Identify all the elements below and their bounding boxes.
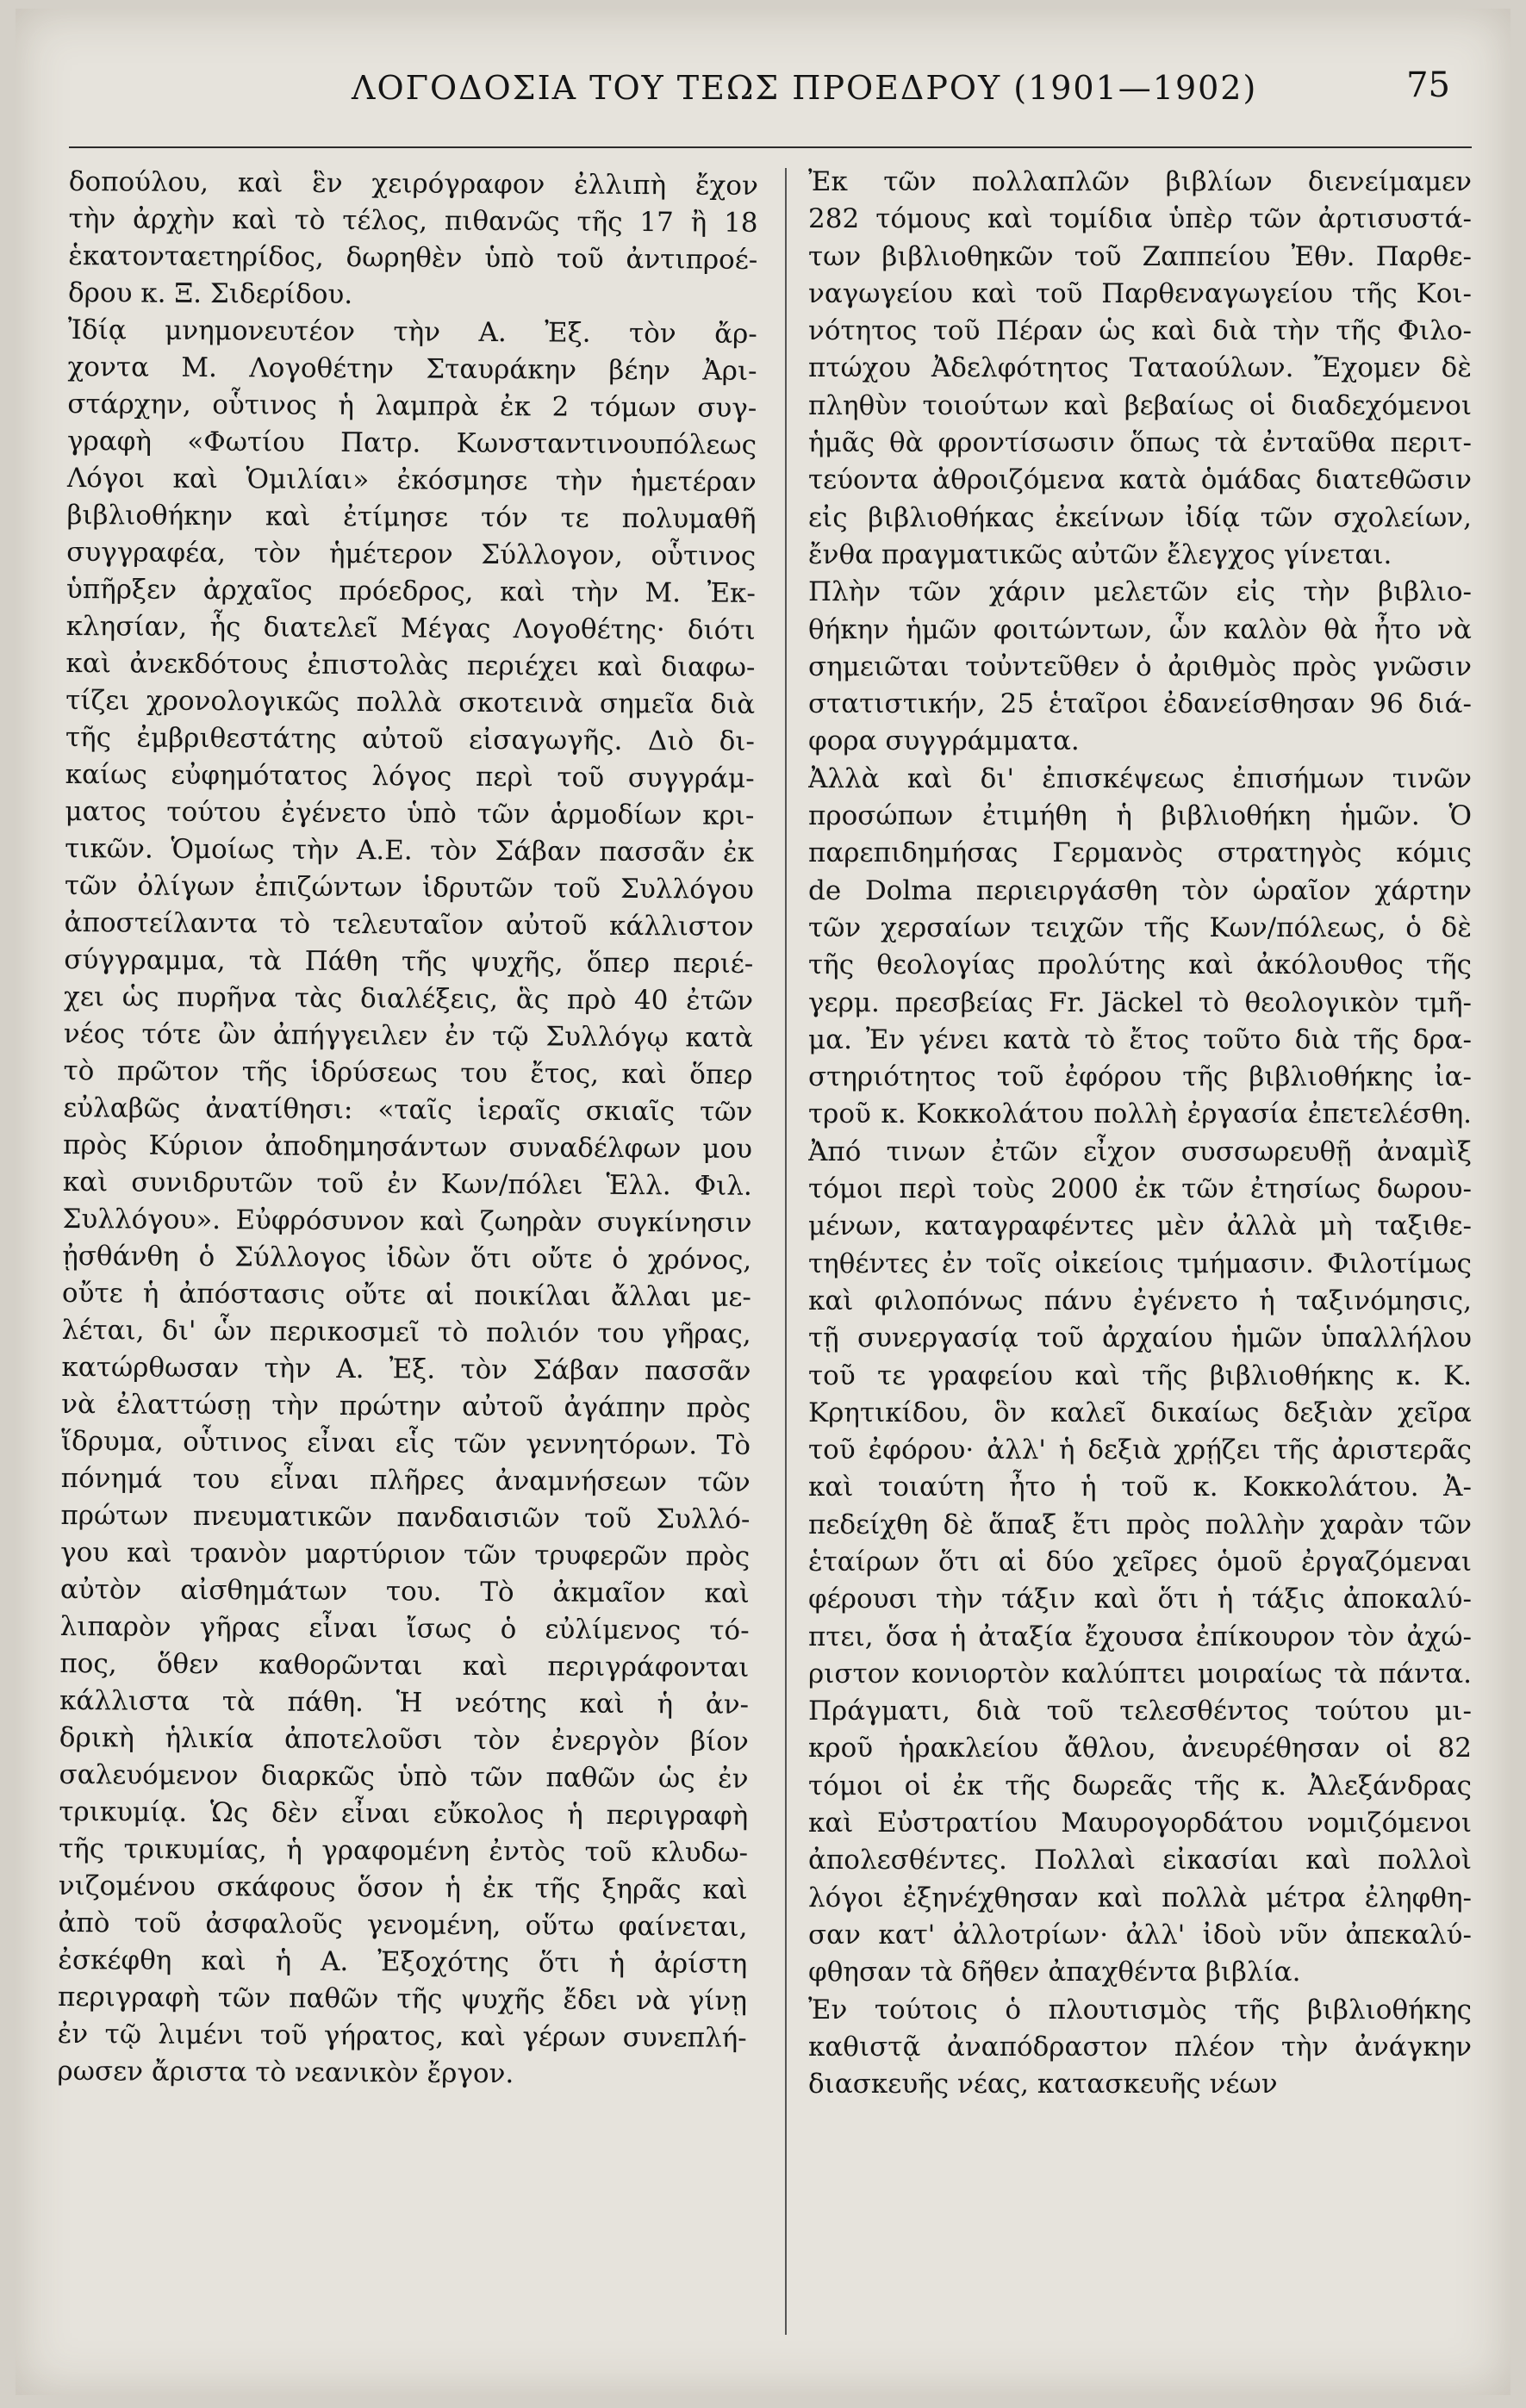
text-line: συγγραφέα, τὸν ἡμέτερον Σύλλογον, οὗτινος xyxy=(66,536,757,572)
text-line: τῆς ἐμβριθεστάτης αὐτοῦ εἰσαγωγῆς. Διὸ δι- xyxy=(65,721,756,757)
text-line: ἐν τῷ λιμένι τοῦ γήρατος, καὶ γέρων συνεπλή- xyxy=(57,2018,747,2054)
text-line: νιζομένου σκάφους ὅσον ἡ ἐκ τῆς ξηρᾶς καὶ xyxy=(58,1870,748,1906)
text-line: παρεπιδημήσας Γερμανὸς στρατηγὸς κόμις xyxy=(808,837,1472,869)
running-head xyxy=(67,65,1476,121)
text-line: τίζει χρονολογικῶς πολλὰ σκοτεινὰ σημεῖα διὰ xyxy=(65,684,756,720)
text-line: εὐλαβῶς ἀνατίθησι: «ταῖς ἱεραῖς σκιαῖς τῶν xyxy=(63,1092,753,1128)
text-line: Ἐκ τῶν πολλαπλῶν βιβλίων διενείμαμεν xyxy=(808,166,1472,197)
text-line: Συλλόγου». Εὐφρόσυνον καὶ ζωηρὰν συγκίνησιν xyxy=(62,1203,752,1239)
text-line: 282 τόμους καὶ τομίδια ὑπὲρ τῶν ἀρτισυστά- xyxy=(808,203,1472,235)
text-line: ἑκατονταετηρίδος, δωρηθὲν ὑπὸ τοῦ ἀντιπροέ- xyxy=(68,240,758,276)
text-line: τεύοντα ἀθροιζόμενα κατὰ ὁμάδας διατεθῶσιν xyxy=(808,464,1472,496)
text-line: κατώρθωσαν τὴν Α. Ἐξ. τὸν Σάβαν πασσᾶν xyxy=(61,1351,751,1387)
text-line: σαν κατ' ἀλλοτρίων· ἀλλ' ἰδοὺ νῦν ἀπεκαλύ- xyxy=(808,1919,1472,1951)
text-line: Πράγματι, διὰ τοῦ τελεσθέντος τούτου μι- xyxy=(808,1696,1472,1727)
text-line: ἐσκέφθη καὶ ἡ Α. Ἐξοχότης ὅτι ἡ ἀρίστη xyxy=(58,1944,748,1980)
text-line: ἔνθα πραγματικῶς αὐτῶν ἔλεγχος γίνεται. xyxy=(808,538,1392,570)
right-column xyxy=(808,164,1472,2335)
text-line: τῆς θεολογίας προλύτης καὶ ἀκόλουθος τῆς xyxy=(808,949,1472,981)
text-line: πόνημά του εἶναι πλῆρες ἀναμνήσεων τῶν xyxy=(60,1462,751,1498)
text-line: καὶ τοιαύτη ἦτο ἡ τοῦ κ. Κοκκολάτου. Ἀ- xyxy=(808,1472,1472,1503)
text-line: καίως εὐφημότατος λόγος περὶ τοῦ συγγράμ- xyxy=(65,758,755,794)
text-line: βιβλιοθήκην καὶ ἐτίμησε τόν τε πολυμαθῆ xyxy=(66,499,757,535)
text-line: χοντα Μ. Λογοθέτην Σταυράκην βέην Ἀρι- xyxy=(67,351,757,387)
text-line: ἀποστείλαντα τὸ τελευταῖον αὐτοῦ κάλλιστον xyxy=(64,906,754,943)
text-line: Κρητικίδου, ὃν καλεῖ δικαίως δεξιὰν χεῖρα xyxy=(808,1397,1472,1428)
book-page xyxy=(16,9,1510,2395)
text-line: σαλευόμενον διαρκῶς ὑπὸ τῶν παθῶν ὡς ἐν xyxy=(59,1758,749,1795)
column-divider xyxy=(785,168,787,2335)
text-line: ἑταίρων ὅτι αἱ δύο χεῖρες ὁμοῦ ἐργαζόμεναι xyxy=(808,1546,1472,1577)
text-line: πληθὺν τοιούτων καὶ βεβαίως οἱ διαδεχόμενοι xyxy=(808,389,1472,421)
text-line: σημειῶται τοὐντεῦθεν ὁ ἀριθμὸς πρὸς γνῶσιν xyxy=(808,650,1472,682)
text-line: πτει, ὅσα ἡ ἀταξία ἔχουσα ἐπίκουρον τὸν ἀχώ- xyxy=(808,1621,1472,1652)
text-line: λιπαρὸν γῆρας εἶναι ἴσως ὁ εὐλίμενος τό- xyxy=(59,1610,750,1646)
text-line: τηθέντες ἐν τοῖς οἰκείοις τμήμασιν. Φιλοτίμως xyxy=(808,1248,1472,1279)
text-line: πεδείχθη δὲ ἅπαξ ἔτι πρὸς πολλὴν χαρὰν τῶν xyxy=(808,1509,1472,1540)
text-line: λέται, δι' ὧν περικοσμεῖ τὸ πολιόν του γῆρας, xyxy=(61,1314,751,1350)
text-line: κροῦ ἡρακλείου ἄθλου, ἀνευρέθησαν οἱ 82 xyxy=(808,1733,1472,1764)
page-number: 75 xyxy=(1406,65,1450,105)
text-line: ματος τούτου ἐγένετο ὑπὸ τῶν ἁρμοδίων κρι- xyxy=(65,795,755,831)
text-line: στατιστικήν, 25 ἑταῖροι ἐδανείσθησαν 96 διά- xyxy=(808,688,1472,720)
text-line: τοῦ τε γραφείου καὶ τῆς βιβλιοθήκης κ. Κ. xyxy=(808,1360,1472,1391)
text-line: γραφὴ «Φωτίου Πατρ. Κωνσταντινουπόλεως xyxy=(66,425,757,461)
text-line: νότητος τοῦ Πέραν ὡς καὶ διὰ τὴν τῆς Φιλο- xyxy=(808,315,1472,347)
text-line: ἵδρυμα, οὗτινος εἶναι εἷς τῶν γεννητόρων. Τὸ xyxy=(60,1425,751,1461)
text-line: κλησίαν, ἧς διατελεῖ Μέγας Λογοθέτης· διότι xyxy=(65,610,756,646)
text-line: διασκευῆς νέας, κατασκευῆς νέων xyxy=(808,2069,1278,2100)
text-line: Λόγοι καὶ Ὁμιλίαι» ἐκόσμησε τὴν ἡμετέραν xyxy=(66,462,757,498)
text-line: στάρχην, οὗτινος ἡ λαμπρὰ ἐκ 2 τόμων συγ- xyxy=(67,388,757,424)
text-line: θήκην ἡμῶν φοιτώντων, ὧν καλὸν θὰ ἦτο νὰ xyxy=(808,613,1472,645)
header-rule xyxy=(69,146,1472,148)
text-line: τόμοι οἱ ἐκ τῆς δωρεᾶς τῆς κ. Ἀλεξάνδρας xyxy=(808,1770,1472,1801)
text-line: ἀπὸ τοῦ ἀσφαλοῦς γενομένη, οὕτω φαίνεται, xyxy=(58,1907,748,1943)
text-line: μα. Ἐν γένει κατὰ τὸ ἔτος τοῦτο διὰ τῆς δρα- xyxy=(808,1024,1472,1055)
text-line: ὑπῆρξεν ἀρχαῖος πρόεδρος, καὶ τὴν Μ. Ἐκ- xyxy=(65,573,757,609)
text-line: μένων, καταγραφέντες μὲν ἀλλὰ μὴ ταξιθε- xyxy=(808,1210,1472,1242)
text-line: πτώχου Ἀδελφότητος Ταταούλων. Ἔχομεν δὲ xyxy=(808,352,1472,384)
text-line: πρώτων πνευματικῶν πανδαισιῶν τοῦ Συλλό- xyxy=(60,1499,751,1535)
text-line: δρικὴ ἡλικία ἀποτελοῦσι τὸν ἐνεργὸν βίον xyxy=(59,1721,749,1758)
text-line: λόγοι ἐξηνέχθησαν καὶ πολλὰ μέτρα ἐληφθη- xyxy=(808,1882,1472,1913)
text-line: τροῦ κ. Κοκκολάτου πολλὴ ἐργασία ἐπετελέσθη. xyxy=(808,1098,1472,1130)
text-line: αὐτὸν αἰσθημάτων του. Τὸ ἀκμαῖον καὶ xyxy=(59,1573,750,1609)
running-title: ΛΟΓΟΔΟΣΙΑ ΤΟΥ ΤΕΩΣ ΠΡΟΕΔΡΟΥ (1901—1902) xyxy=(352,69,1258,107)
text-line: φθησαν τὰ δῆθεν ἀπαχθέντα βιβλία. xyxy=(808,1957,1301,1988)
text-line: τὸ πρῶτον τῆς ἱδρύσεως του ἔτος, καὶ ὅπερ xyxy=(63,1055,753,1091)
text-line: καὶ συνιδρυτῶν τοῦ ἐν Κων/πόλει Ἑλλ. Φιλ. xyxy=(62,1166,752,1202)
text-line: σύγγραμμα, τὰ Πάθη τῆς ψυχῆς, ὅπερ περιέ- xyxy=(64,943,754,980)
text-line: δρου κ. Ξ. Σιδερίδου. xyxy=(67,277,353,311)
text-line: φορα συγγράμματα. xyxy=(808,725,1080,757)
text-line: τῇ συνεργασίᾳ τοῦ ἀρχαίου ἡμῶν ὑπαλλήλου xyxy=(808,1322,1472,1354)
text-line: φέρουσι τὴν τάξιν καὶ ὅτι ἡ τάξις ἀποκαλύ- xyxy=(808,1584,1472,1615)
text-line: προσώπων ἐτιμήθη ἡ βιβλιοθήκη ἡμῶν. Ὁ xyxy=(808,800,1472,832)
text-line: τὴν ἀρχὴν καὶ τὸ τέλος, πιθανῶς τῆς 17 ἢ 18 xyxy=(68,202,758,239)
text-line: τοῦ ἐφόρου· ἀλλ' ἡ δεξιὰ χρῄζει τῆς ἀριστερᾶς xyxy=(808,1434,1472,1466)
text-line: τρικυμίᾳ. Ὡς δὲν εἶναι εὔκολος ἡ περιγραφὴ xyxy=(59,1795,749,1832)
text-line: τῆς τρικυμίας, ἡ γραφομένη ἐντὸς τοῦ κλυδω- xyxy=(58,1832,749,1869)
text-line: στηριότητος τοῦ ἐφόρου τῆς βιβλιοθήκης ἰα- xyxy=(808,1061,1472,1093)
text-line: Ἀπό τινων ἐτῶν εἶχον συσσωρευθῇ ἀναμὶξ xyxy=(808,1136,1472,1167)
text-line: τῶν ὀλίγων ἐπιζώντων ἱδρυτῶν τοῦ Συλλόγου xyxy=(64,869,754,905)
text-line: τῶν χερσαίων τειχῶν τῆς Κων/πόλεως, ὁ δὲ xyxy=(808,912,1472,943)
text-line: ἀπολεσθέντες. Πολλαὶ εἰκασίαι καὶ πολλοὶ xyxy=(808,1845,1472,1876)
text-line: κάλλιστα τὰ πάθη. Ἡ νεότης καὶ ἡ ἀν- xyxy=(59,1684,750,1720)
text-line: ρωσεν ἄριστα τὸ νεανικὸν ἔργον. xyxy=(57,2055,514,2090)
text-line: Ἐν τούτοις ὁ πλουτισμὸς τῆς βιβλιοθήκης xyxy=(808,1994,1472,2025)
text-line: ἡμᾶς θὰ φροντίσωσιν ὅπως τὰ ἐνταῦθα περιτ- xyxy=(808,427,1472,459)
text-line: ριστον κονιορτὸν καλύπτει μοιραίως τὰ πάντα. xyxy=(808,1658,1472,1689)
text-line: καὶ ἀνεκδότους ἐπιστολὰς περιέχει καὶ διαφω- xyxy=(65,647,756,683)
text-line: ᾐσθάνθη ὁ Σύλλογος ἰδὼν ὅτι οὔτε ὁ χρόνος, xyxy=(62,1240,752,1276)
text-line: τόμοι περὶ τοὺς 2000 ἐκ τῶν ἐτησίως δωρου- xyxy=(808,1173,1472,1205)
text-line: οὔτε ἡ ἀπόστασις οὔτε αἱ ποικίλαι ἄλλαι με- xyxy=(61,1277,752,1313)
text-line: Ἀλλὰ καὶ δι' ἐπισκέψεως ἐπισήμων τινῶν xyxy=(808,762,1472,794)
text-line: τικῶν. Ὁμοίως τὴν Α.Ε. τὸν Σάβαν πασσᾶν ἐκ xyxy=(65,832,755,868)
text-line: γερμ. πρεσβείας Fr. Jäckel τὸ θεολογικὸν τμῆ- xyxy=(808,986,1472,1018)
text-line: Πλὴν τῶν χάριν μελετῶν εἰς τὴν βιβλιο- xyxy=(808,576,1472,608)
text-line: de Dolma περιειργάσθη τὸν ὡραῖον χάρτην xyxy=(808,874,1472,906)
text-line: καθιστᾷ ἀναπόδραστον πλέον τὴν ἀνάγκην xyxy=(808,2031,1472,2063)
text-line: πος, ὅθεν καθορῶνται καὶ περιγράφονται xyxy=(59,1647,750,1683)
text-line: νέος τότε ὢν ἀπήγγειλεν ἐν τῷ Συλλόγῳ κατὰ xyxy=(63,1017,753,1054)
text-line: των βιβλιοθηκῶν τοῦ Ζαππείου Ἐθν. Παρθε- xyxy=(808,240,1472,272)
text-line: καὶ Εὐστρατίου Μαυρογορδάτου νομιζόμενοι xyxy=(808,1808,1472,1839)
text-line: ναγωγείου καὶ τοῦ Παρθεναγωγείου τῆς Κοι- xyxy=(808,277,1472,309)
text-line: γου καὶ τρανὸν μαρτύριον τῶν τρυφερῶν πρὸς xyxy=(60,1536,751,1572)
left-column xyxy=(56,164,758,2339)
text-line: καὶ φιλοπόνως πάνυ ἐγένετο ἡ ταξινόμησις, xyxy=(808,1285,1472,1316)
text-line: δοπούλου, καὶ ἓν χειρόγραφον ἐλλιπὴ ἔχον xyxy=(68,165,758,202)
text-line: Ἰδίᾳ μνημονευτέον τὴν Α. Ἐξ. τὸν ἄρ- xyxy=(67,314,757,350)
text-line: περιγραφὴ τῶν παθῶν τῆς ψυχῆς ἔδει νὰ γίνῃ xyxy=(57,1981,748,2017)
text-line: πρὸς Κύριον ἀποδημησάντων συναδέλφων μου xyxy=(62,1129,753,1165)
text-line: νὰ ἐλαττώσῃ τὴν πρώτην αὐτοῦ ἀγάπην πρὸς xyxy=(61,1388,751,1424)
text-line: εἰς βιβλιοθήκας ἐκείνων ἰδίᾳ τῶν σχολείων, xyxy=(808,501,1472,533)
text-line: χει ὡς πυρῆνα τὰς διαλέξεις, ἃς πρὸ 40 ἐτῶν xyxy=(63,980,754,1017)
